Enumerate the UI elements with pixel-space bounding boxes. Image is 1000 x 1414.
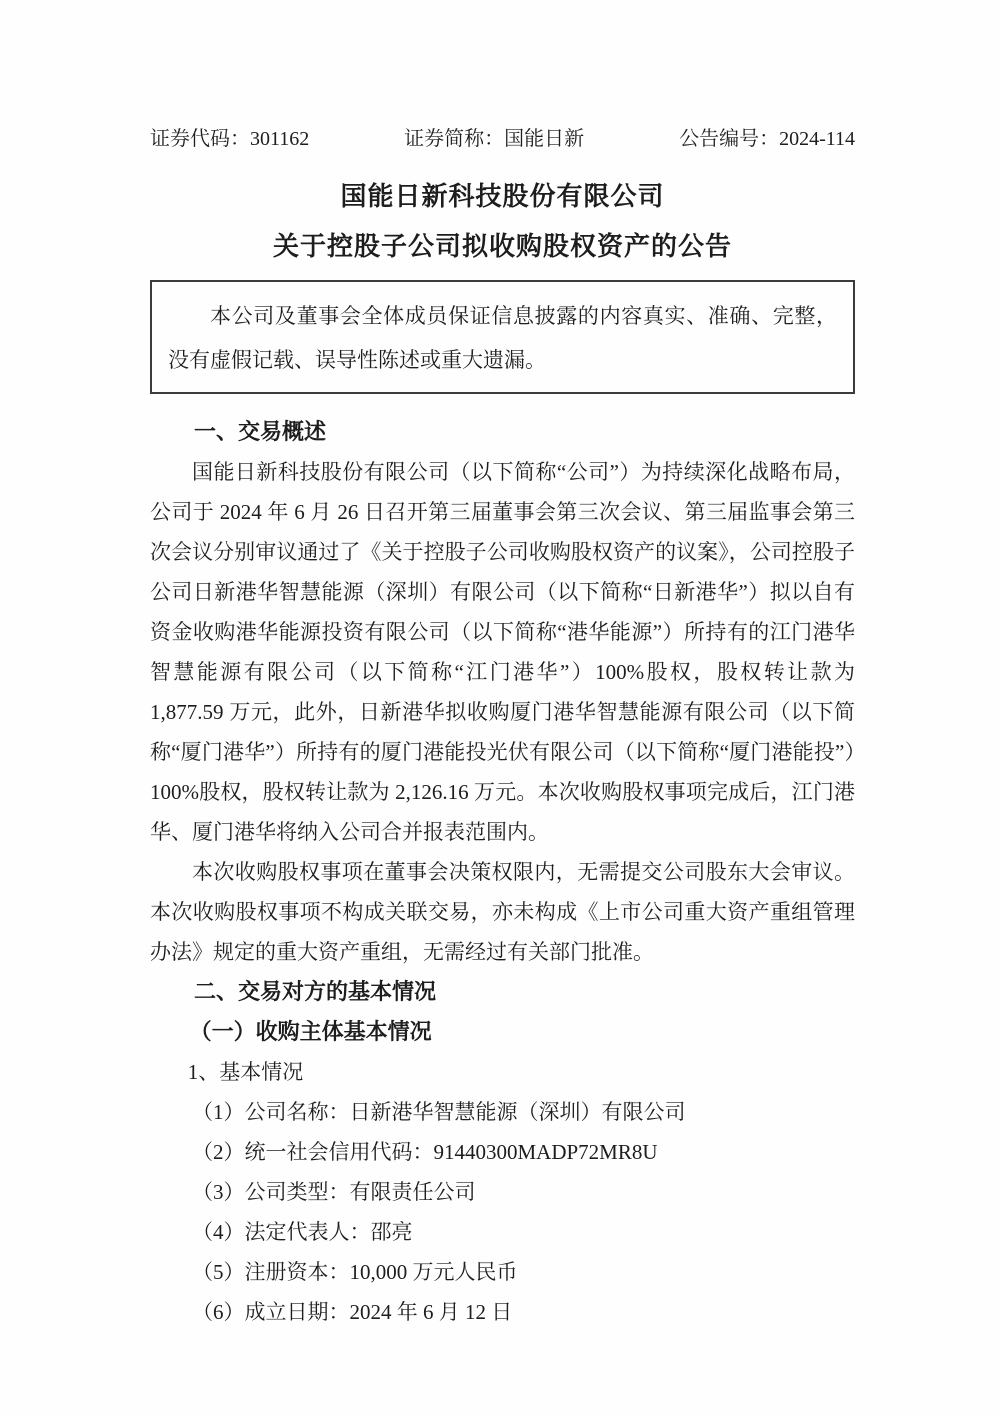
announcement-number: 公告编号：2024-114 bbox=[679, 128, 855, 150]
stock-short-name: 证券简称：国能日新 bbox=[404, 128, 585, 150]
subsection-acquirer-heading: （一）收购主体基本情况 bbox=[189, 1019, 432, 1044]
info-item-company-name: （1）公司名称：日新港华智慧能源（深圳）有限公司 bbox=[192, 1100, 686, 1124]
info-item-legal-representative: （4）法定代表人：邵亮 bbox=[192, 1220, 413, 1244]
stock-code: 证券代码：301162 bbox=[150, 128, 310, 150]
info-item-registered-capital: （5）注册资本：10,000 万元人民币 bbox=[192, 1260, 518, 1284]
disclaimer-text: 本公司及董事会全体成员保证信息披露的内容真实、准确、完整，没有虚假记载、误导性陈述或重大遗漏。 bbox=[168, 304, 837, 372]
info-item-credit-code: （2）统一社会信用代码：91440300MADP72MR8U bbox=[192, 1140, 658, 1164]
overview-paragraph-2: 本次收购股权事项在董事会决策权限内，无需提交公司股东大会审议。本次收购股权事项不构成关联交易，亦未构成《上市公司重大资产重组管理办法》规定的重大资产重组，无需经过有关部门批准。 bbox=[150, 860, 855, 964]
section-counterparty-heading: 二、交易对方的基本情况 bbox=[194, 979, 437, 1004]
overview-paragraph-1: 国能日新科技股份有限公司（以下简称“公司”）为持续深化战略布局，公司于 2024 年 6 月 26 日召开第三届董事会第三次会议、第三届监事会第三次会议分别审议通过了《关于控股子公司收购股权资产的议案》，公司控股子公司日新港华智慧能源（深圳）有限公司（以下简称“日新港华”）拟以自有资金收购港华能源投资有限公司（以下简称“港华能源”）所持有的江门港华智慧能源有限公司（以下简称“江门港华”）100%股权，股权转让款为 1,877.59 万元，此外，日新港华拟收购厦门港华智慧能源有限公司（以下简称“厦门港华”）所持有的厦门港能投光伏有限公司（以下简称“厦门港能投”）100%股权，股权转让款为 2,126.16 万元。本次收购股权事项完成后，江门港华、厦门港华将纳入公司合并报表范围内。 bbox=[150, 460, 855, 844]
basic-info-heading: 1、基本情况 bbox=[187, 1060, 304, 1084]
section-overview-heading: 一、交易概述 bbox=[194, 419, 327, 444]
disclaimer-box bbox=[150, 280, 855, 394]
company-name-title: 国能日新科技股份有限公司 bbox=[340, 182, 665, 211]
info-item-company-type: （3）公司类型：有限责任公司 bbox=[192, 1180, 476, 1204]
doc-meta-row bbox=[150, 124, 855, 154]
info-item-establishment-date: （6）成立日期：2024 年 6 月 12 日 bbox=[192, 1300, 513, 1324]
announcement-title: 关于控股子公司拟收购股权资产的公告 bbox=[272, 232, 732, 261]
